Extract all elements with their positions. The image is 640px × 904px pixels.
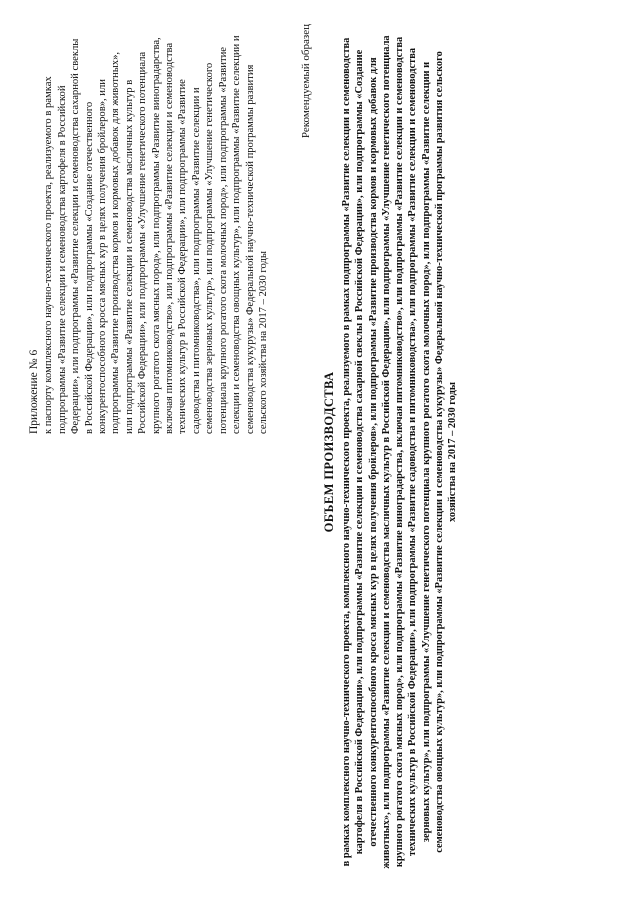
appendix-text: к паспорту комплексного научно-технического проекта, реализуемого в рамках подпрограммы «Развитие селекции и семеноводства картофеля в Российской Федерации», или подпрограммы «Развитие селекции и семеноводства сахарной свеклы в Российской Федерации», или подпрограммы «Создание отечественного конкурентоспособного кросса мясных кур в целях получения бройлеров», или подпрограммы «Развитие производства кормов и кормовых добавок для животных», или подпрограммы «Развитие селекции и семеноводства масличных культур в Российской Федерации», или подпрограммы «Улучшение генетического потенциала крупного рогатого скота мясных пород», или подпрограммы «Развитие виноградарства, включая питомниководство», или подпрограммы «Развитие селекции и семеноводства технических культур в Российской Федерации», или подпрограммы «Развитие садоводства и питомниководства», или подпрограммы «Развитие селекции и семеноводства зерновых культур», или подпрограммы «Улучшение генетического потенциала крупного рогатого скота молочных пород», или подпрограммы «Развитие селекции и семеноводства овощных культур», или подпрограммы «Развитие селекции и семеноводства кукурузы» Федеральной научно-технической программы развития сельского хозяйства на 2017 – 2030 годы bbox=[43, 35, 269, 434]
sample-label: Рекомендуемый образец bbox=[300, 24, 312, 139]
appendix-title: Приложение № 6 bbox=[28, 349, 40, 434]
main-section bbox=[322, 30, 460, 874]
appendix-header bbox=[28, 34, 270, 434]
main-title: ОБЪЕМ ПРОИЗВОДСТВА bbox=[322, 371, 336, 533]
main-text: в рамках комплексного научно-технического проекта, комплексного научно-технического проекта, реализуемого в рамках подпрограммы «Развитие селекции и семеноводства картофеля в Российской Федерации», или подпрограммы «Развитие селекции и семеноводства сахарной свеклы в Российской Федерации», или подпрограммы «Создание отечественного конкурентоспособного кросса мясных кур в целях получения бройлеров», или подпрограммы «Развитие производства кормов и кормовых добавок для животных», или подпрограммы «Развитие селекции и семеноводства масличных культур в Российской Федерации», или подпрограммы «Улучшение генетического потенциала крупного рогатого скота мясных пород», или подпрограммы «Развитие виноградарства, включая питомниководство», или подпрограммы «Развитие селекции и семеноводства технических культур в Российской Федерации», или подпрограммы «Развитие садоводства и питомниководства», или подпрограммы «Развитие селекции и семеноводства зерновых культур», или подпрограммы «Улучшение генетического потенциала крупного рогатого скота молочных пород», или подпрограммы «Развитие селекции и семеноводства овощных культур», или подпрограммы «Развитие селекции и семеноводства кукурузы» Федеральной научно-технической программы развития сельского хозяйства на 2017 – 2030 годы bbox=[341, 35, 459, 869]
